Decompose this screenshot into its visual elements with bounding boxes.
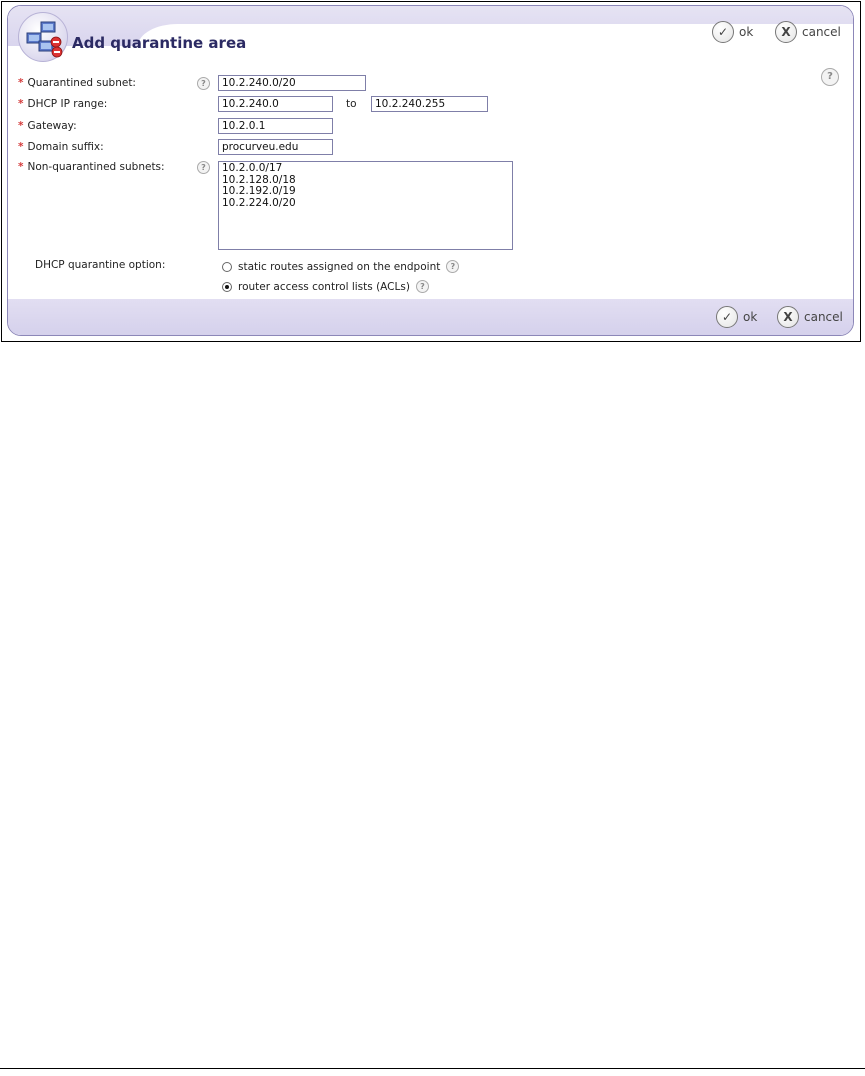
help-icon[interactable]: ? [197, 77, 210, 90]
quarantined-subnet-input[interactable] [218, 75, 366, 91]
radio-static-routes[interactable] [222, 262, 232, 272]
quarantined-subnet-label: * Quarantined subnet: [18, 77, 136, 89]
x-circle-icon: X [775, 21, 797, 43]
page-bottom-rule [0, 1068, 865, 1069]
ok-label: ok [743, 310, 758, 324]
ok-button-top[interactable] [712, 21, 753, 43]
ok-button-bottom[interactable] [716, 306, 757, 328]
help-icon[interactable]: ? [446, 260, 459, 273]
option-router-acls[interactable]: router access control lists (ACLs) ? [222, 280, 429, 293]
ok-label: ok [739, 25, 754, 39]
page-help-icon[interactable]: ? [821, 68, 839, 86]
required-marker: * [18, 98, 24, 110]
dialog-footer [8, 299, 853, 335]
checkmark-circle-icon: ✓ [712, 21, 734, 43]
help-icon[interactable]: ? [197, 161, 210, 174]
x-circle-icon: X [777, 306, 799, 328]
quarantine-network-icon [18, 12, 68, 62]
range-to-label: to [346, 98, 357, 110]
required-marker: * [18, 120, 24, 132]
dhcp-range-start-input[interactable] [218, 96, 333, 112]
radio-router-acls[interactable] [222, 282, 232, 292]
non-quarantined-subnets-label: * Non-quarantined subnets: [18, 161, 165, 173]
dialog-title: Add quarantine area [72, 34, 247, 52]
gateway-label: * Gateway: [18, 120, 77, 132]
dialog-header [8, 6, 853, 58]
cancel-button-top[interactable] [775, 21, 841, 43]
required-marker: * [18, 77, 24, 89]
dhcp-ip-range-label: * DHCP IP range: [18, 98, 108, 110]
domain-suffix-input[interactable] [218, 139, 333, 155]
checkmark-circle-icon: ✓ [716, 306, 738, 328]
add-quarantine-area-dialog [7, 5, 854, 336]
cancel-label: cancel [804, 310, 843, 324]
gateway-input[interactable] [218, 118, 333, 134]
domain-suffix-label: * Domain suffix: [18, 141, 104, 153]
cancel-button-bottom[interactable] [777, 306, 843, 328]
required-marker: * [18, 141, 24, 153]
help-icon[interactable]: ? [416, 280, 429, 293]
non-quarantined-subnets-textarea[interactable] [218, 161, 513, 250]
cancel-label: cancel [802, 25, 841, 39]
dhcp-range-end-input[interactable] [371, 96, 488, 112]
screenshot-frame [1, 1, 861, 342]
required-marker: * [18, 161, 24, 173]
dhcp-quarantine-option-label: DHCP quarantine option: [35, 259, 166, 271]
option-static-routes[interactable]: static routes assigned on the endpoint ? [222, 260, 459, 273]
